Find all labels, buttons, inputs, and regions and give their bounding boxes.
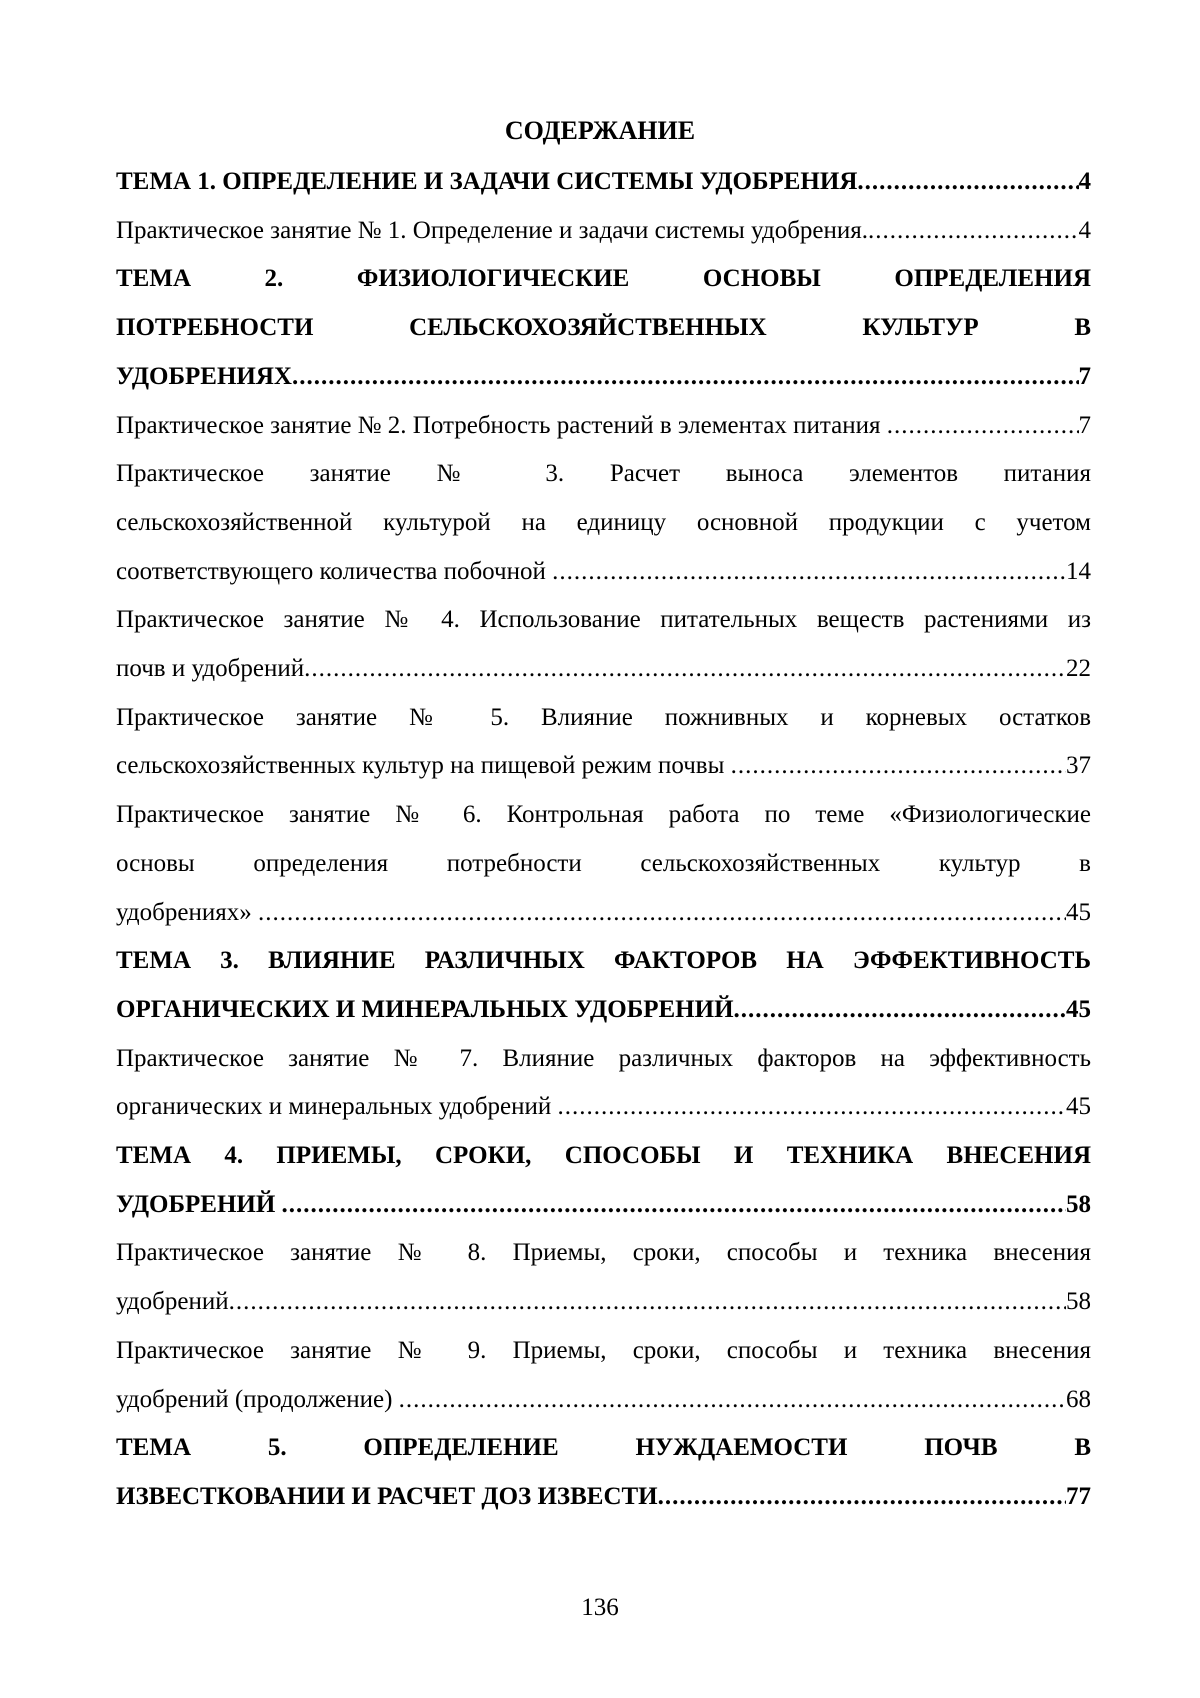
toc-page-number: 58 (1066, 1288, 1091, 1316)
toc-entry-text: органических и минеральных удобрений (116, 1093, 558, 1121)
toc-page-number: 7 (1078, 411, 1091, 439)
toc-page-number: 45 (1066, 898, 1091, 926)
toc-entry-text: Практическое занятие № 2. Потребность растений в элементах питания (116, 411, 887, 439)
toc-entry-last-line (116, 158, 1091, 207)
dot-leader (229, 1278, 1066, 1327)
toc-entry-last-line (116, 353, 1091, 402)
toc-entry-last-line (116, 1083, 1091, 1132)
toc-page-number: 45 (1066, 995, 1091, 1023)
toc-lesson-entry[interactable] (116, 207, 1091, 256)
toc-entry-text: сельскохозяйственных культур на пищевой режим почвы (116, 752, 731, 780)
toc-entry-line: основы определения потребности сельскохозяйственных культур в (116, 849, 1091, 877)
toc-entry-line: ТЕМА 3. ВЛИЯНИЕ РАЗЛИЧНЫХ ФАКТОРОВ НА ЭФФЕКТИВНОСТЬ (116, 947, 1091, 975)
dot-leader (258, 889, 1066, 938)
toc-entry-line: ТЕМА 4. ПРИЕМЫ, СРОКИ, СПОСОБЫ И ТЕХНИКА ВНЕСЕНИЯ (116, 1142, 1091, 1170)
toc-entry-line: Практическое занятие № 8. Приемы, сроки, способы и техника внесения (116, 1239, 1091, 1267)
dot-leader (857, 158, 1078, 207)
toc-entry-last-line (116, 742, 1091, 791)
toc-entry-text: ТЕМА 1. ОПРЕДЕЛЕНИЕ И ЗАДАЧИ СИСТЕМЫ УДОБРЕНИЯ (116, 168, 858, 195)
toc-page-number: 7 (1078, 362, 1091, 390)
toc-lesson-entry[interactable] (116, 402, 1091, 451)
toc-entry-text: ОРГАНИЧЕСКИХ И МИНЕРАЛЬНЫХ УДОБРЕНИЙ (116, 995, 734, 1023)
toc-page-number: 58 (1066, 1190, 1091, 1218)
toc-entry-last-line (116, 402, 1091, 451)
toc-page-number: 45 (1066, 1093, 1091, 1121)
toc-topic-entry[interactable] (116, 158, 1091, 207)
toc-entry-last-line (116, 207, 1091, 256)
toc-topic-entry[interactable] (116, 1424, 1091, 1521)
dot-leader (734, 986, 1066, 1035)
toc-page-number: 68 (1066, 1385, 1091, 1413)
dot-leader (399, 1376, 1066, 1425)
dot-leader (282, 1181, 1066, 1230)
toc-entry-last-line (116, 1278, 1091, 1327)
toc-entry-text: соответствующего количества побочной (116, 557, 553, 585)
toc-lesson-entry[interactable] (116, 791, 1091, 937)
toc-lesson-entry[interactable] (116, 1327, 1091, 1424)
toc-entry-line: Практическое занятие № 4. Использование питательных веществ растениями из (116, 606, 1091, 634)
dot-leader (304, 645, 1066, 694)
toc-lesson-entry[interactable] (116, 1035, 1091, 1132)
toc-topic-entry[interactable] (116, 255, 1091, 401)
toc-entry-text: Практическое занятие № 1. Определение и задачи системы удобрения. (116, 216, 869, 244)
toc-entry-text: удобрений (продолжение) (116, 1385, 399, 1413)
toc-page-number: 37 (1066, 752, 1091, 780)
toc-entry-text: почв и удобрений (116, 655, 305, 683)
dot-leader (868, 207, 1078, 256)
toc-entry-last-line (116, 986, 1091, 1035)
toc-entry-line: ТЕМА 5. ОПРЕДЕЛЕНИЕ НУЖДАЕМОСТИ ПОЧВ В (116, 1434, 1091, 1462)
toc-topic-entry[interactable] (116, 1132, 1091, 1229)
dot-leader (887, 402, 1079, 451)
toc-entry-line: Практическое занятие № 7. Влияние различных факторов на эффективность (116, 1044, 1091, 1072)
toc-entry-line: Практическое занятие № 3. Расчет выноса элементов питания (116, 460, 1091, 488)
dot-leader (292, 353, 1079, 402)
toc-entry-line: сельскохозяйственной культурой на единицу основной продукции с учетом (116, 508, 1091, 536)
toc-lesson-entry[interactable] (116, 596, 1091, 693)
toc-entry-text: УДОБРЕНИЙ (116, 1190, 282, 1218)
toc-entry-text: ИЗВЕСТКОВАНИИ И РАСЧЕТ ДОЗ ИЗВЕСТИ (116, 1482, 658, 1510)
toc-entry-text: удобрений (116, 1288, 229, 1316)
page-number: 136 (581, 1594, 619, 1621)
toc-lesson-entry[interactable] (116, 1229, 1091, 1326)
toc-entry-line: Практическое занятие № 5. Влияние пожнивных и корневых остатков (116, 703, 1091, 731)
dot-leader (658, 1473, 1066, 1522)
toc-page-number: 14 (1066, 557, 1091, 585)
toc-lesson-entry[interactable] (116, 450, 1091, 596)
toc-entry-last-line (116, 1376, 1091, 1425)
toc-entry-line: Практическое занятие № 9. Приемы, сроки, способы и техника внесения (116, 1336, 1091, 1364)
toc-lesson-entry[interactable] (116, 694, 1091, 791)
toc-entry-line: ТЕМА 2. ФИЗИОЛОГИЧЕСКИЕ ОСНОВЫ ОПРЕДЕЛЕНИЯ (116, 265, 1091, 293)
toc-heading: СОДЕРЖАНИЕ (504, 116, 696, 145)
toc-entry-text: удобрениях» (116, 898, 258, 926)
toc-page-number: 22 (1066, 655, 1091, 683)
toc-entry-last-line (116, 1181, 1091, 1230)
toc-page-number: 77 (1066, 1482, 1091, 1510)
toc-entry-line: Практическое занятие № 6. Контрольная работа по теме «Физиологические (116, 801, 1091, 829)
toc-entry-text: УДОБРЕНИЯХ (116, 362, 292, 390)
dot-leader (731, 742, 1066, 791)
toc-entry-line: ПОТРЕБНОСТИ СЕЛЬСКОХОЗЯЙСТВЕННЫХ КУЛЬТУР В (116, 314, 1091, 342)
toc-entry-last-line (116, 1473, 1091, 1522)
toc-page-number: 4 (1078, 168, 1091, 195)
toc-topic-entry[interactable] (116, 937, 1091, 1034)
dot-leader (558, 1083, 1066, 1132)
toc-entry-last-line (116, 889, 1091, 938)
toc-page-number: 4 (1078, 216, 1091, 244)
dot-leader (552, 548, 1066, 597)
toc-list (116, 158, 1091, 1522)
toc-entry-last-line (116, 645, 1091, 694)
toc-entry-last-line (116, 548, 1091, 597)
